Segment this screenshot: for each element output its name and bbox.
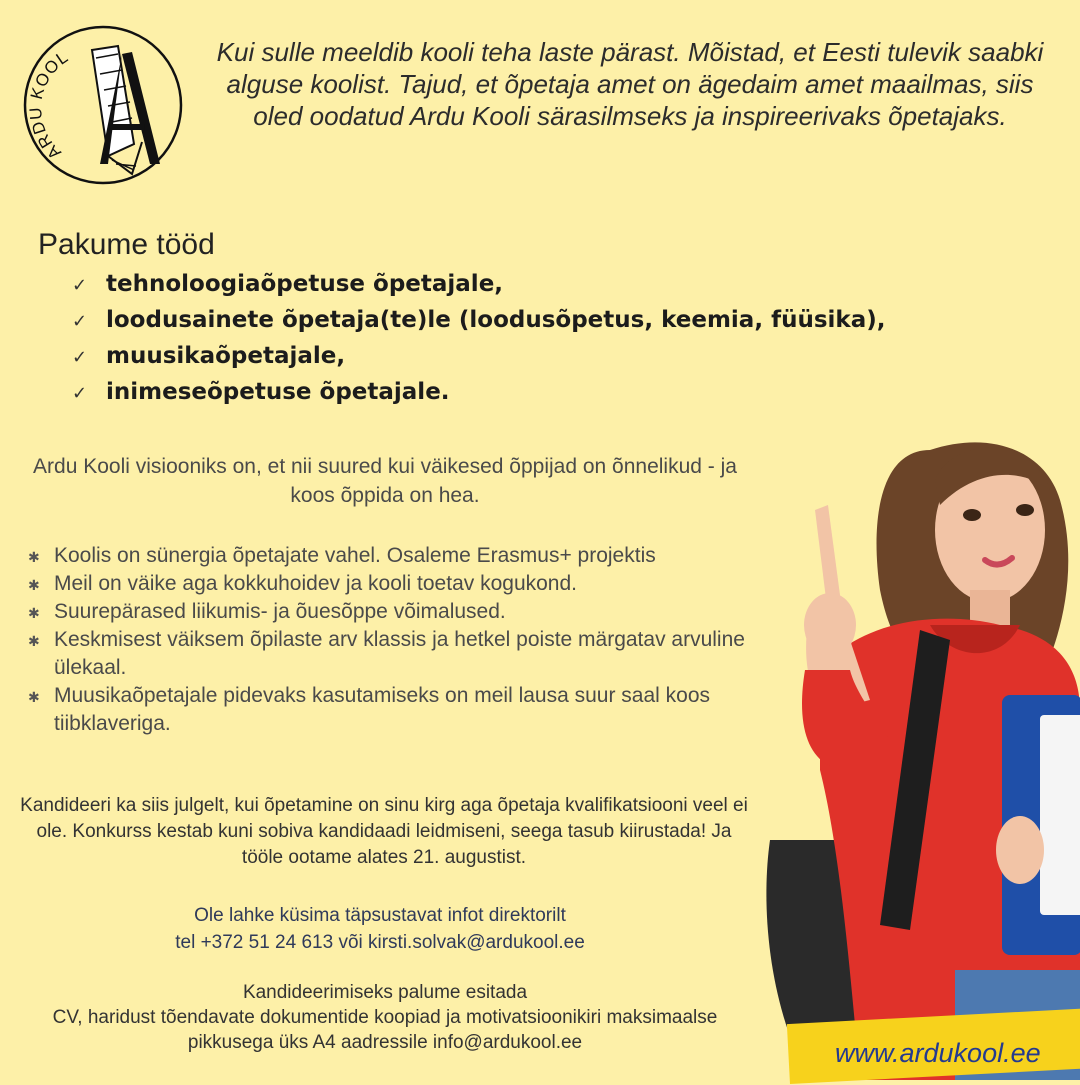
requirements-block <box>10 980 760 1055</box>
offer-item: ✓ inimeseõpetuse õpetajale. <box>72 374 885 410</box>
offer-item: ✓ tehnoloogiaõpetuse õpetajale, <box>72 266 885 302</box>
offer-item: ✓ loodusainete õpetaja(te)le (loodusõpetus, keemia, füüsika), <box>72 302 885 338</box>
intro-paragraph: Kui sulle meeldib kooli teha laste pärast. Mõistad, et Eesti tulevik saabki alguse koolist. Tajud, et õpetaja amet on ägedaim amet maailmas, siis oled oodatud Ardu Kooli särasilmseks ja inspireerivaks õpetajaks. <box>216 37 1044 131</box>
offer-item: ✓ muusikaõpetajale, <box>72 338 885 374</box>
star-bullet-icon: ✱ <box>28 605 40 621</box>
offer-title: Pakume tööd <box>38 228 215 261</box>
requirements-text: CV, haridust tõendavate dokumentide koopiad ja motivatsioonikiri maksimaalse pikkusega üks A4 aadressile info@ardukool.ee <box>52 1007 718 1053</box>
check-icon: ✓ <box>72 383 88 404</box>
benefit-item: ✱ Koolis on sünergia õpetajate vahel. Osaleme Erasmus+ projektis <box>28 542 798 570</box>
star-bullet-icon: ✱ <box>28 633 40 649</box>
school-logo <box>22 24 184 186</box>
star-bullet-icon: ✱ <box>28 577 40 593</box>
benefit-item: ✱ Suurepärased liikumis- ja õuesõppe võimalused. <box>28 598 798 626</box>
apply-paragraph: Kandideeri ka siis julgelt, kui õpetamine on sinu kirg aga õpetaja kvalifikatsiooni veel ei ole. Konkurss kestab kuni sobiva kandidaadi leidmiseni, seega tasub kiirustada! Ja tööle ootame alates 21. augustist. <box>20 795 748 868</box>
vision-paragraph: Ardu Kooli visiooniks on, et nii suured kui väikesed õppijad on õnnelikud - ja koos õppida on hea. <box>33 455 737 507</box>
check-icon: ✓ <box>72 347 88 368</box>
requirements-heading: Kandideerimiseks palume esitada <box>242 982 528 1003</box>
check-icon: ✓ <box>72 275 88 296</box>
star-bullet-icon: ✱ <box>28 549 40 565</box>
check-icon: ✓ <box>72 311 88 332</box>
offer-list <box>72 266 885 410</box>
benefits-list <box>28 542 798 738</box>
benefit-item: ✱ Muusikaõpetajale pidevaks kasutamiseks on meil lausa suur saal koos tiibklaveriga. <box>28 684 711 735</box>
contact-block <box>0 902 760 956</box>
benefit-item: ✱ Meil on väike aga kokkuhoidev ja kooli toetav kogukond. <box>28 570 798 598</box>
star-bullet-icon: ✱ <box>28 689 40 705</box>
contact-details: tel +372 51 24 613 või kirsti.solvak@ardukool.ee <box>175 932 585 953</box>
svg-text:ARDU KOOL <box>26 47 72 163</box>
student-girl-photo <box>740 410 1080 1080</box>
website-link[interactable]: www.ardukool.ee <box>835 1038 1041 1068</box>
benefit-item: ✱ Keskmisest väiksem õpilaste arv klassis ja hetkel poiste märgatav arvuline ülekaal. <box>28 628 745 679</box>
contact-line: Ole lahke küsima täpsustavat infot direktorilt <box>194 905 566 926</box>
logo-text: ARDU KOOL <box>25 46 73 163</box>
